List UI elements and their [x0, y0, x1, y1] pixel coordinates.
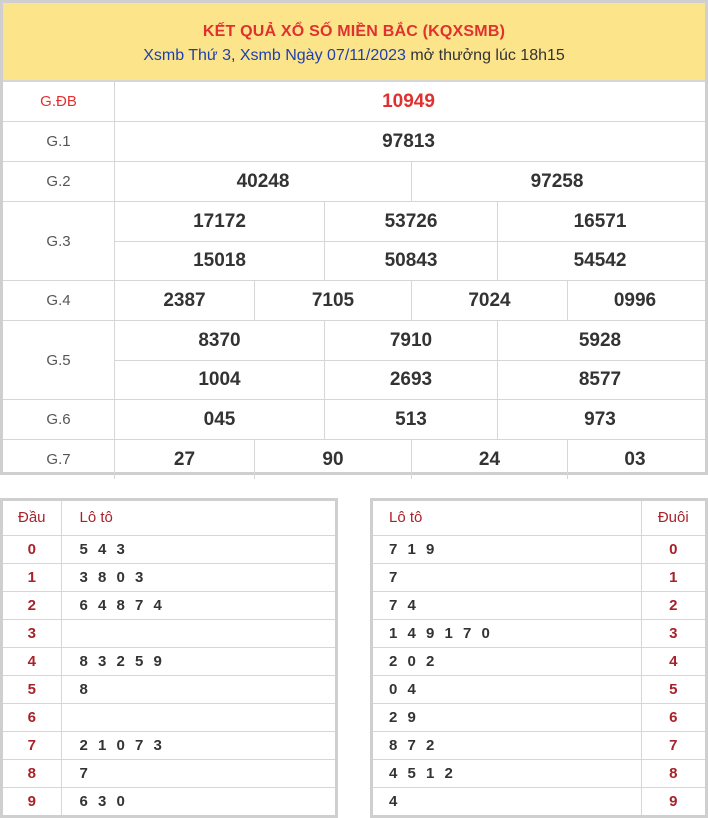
loto-values: 7 — [61, 759, 335, 787]
prize-row-g6 — [3, 399, 705, 439]
tail-digit: 5 — [641, 675, 705, 703]
tail-digit: 4 — [641, 647, 705, 675]
prize-number: 8370 — [198, 329, 241, 351]
prize-number: 973 — [497, 400, 702, 439]
tail-digit: 6 — [641, 703, 705, 731]
loto-values: 7 — [373, 563, 641, 591]
loto-values: 8 7 2 — [373, 731, 641, 759]
prize-number: 16571 — [497, 202, 702, 241]
table-row — [3, 619, 335, 647]
tail-digit: 1 — [641, 563, 705, 591]
prize-number: 15018 — [193, 250, 246, 271]
table-row — [373, 619, 705, 647]
head-digit: 8 — [3, 759, 61, 787]
loto-values: 8 3 2 5 9 — [61, 647, 335, 675]
prize-label-special: G.ĐB — [3, 82, 115, 121]
prize-label-g2: G.2 — [3, 162, 115, 201]
draw-time-text: mở thưởng lúc 18h15 — [405, 47, 565, 64]
col-header-loto: Lô tô — [61, 501, 335, 535]
table-row — [3, 563, 335, 591]
table-row — [373, 787, 705, 815]
prize-number: 7024 — [411, 281, 567, 320]
table-row — [3, 731, 335, 759]
loto-values: 5 4 3 — [61, 535, 335, 563]
loto-values: 4 — [389, 792, 401, 810]
prize-number: 2693 — [324, 361, 497, 399]
head-digit: 4 — [3, 647, 61, 675]
tail-digit: 2 — [641, 591, 705, 619]
table-row — [373, 731, 705, 759]
prize-row-special — [3, 81, 705, 121]
prize-number: 54542 — [497, 242, 702, 280]
draw-info — [3, 47, 705, 65]
prize-label-g6: G.6 — [3, 400, 115, 439]
link-date[interactable]: Xsmb Ngày 07/11/2023 — [239, 47, 406, 64]
col-header-loto: Lô tô — [373, 501, 641, 535]
prize-number: 40248 — [236, 170, 290, 192]
prize-number: 8577 — [497, 361, 702, 399]
prize-number: 17172 — [193, 210, 246, 232]
prize-number: 7105 — [254, 281, 411, 320]
prize-number: 7910 — [324, 321, 497, 360]
table-row — [3, 591, 335, 619]
loto-values: 2 1 0 7 3 — [61, 731, 335, 759]
table-row — [3, 759, 335, 787]
loto-head-table — [0, 498, 338, 818]
loto-values: 1 4 9 1 7 0 — [373, 619, 641, 647]
prize-label-g1: G.1 — [3, 122, 115, 161]
loto-values: 6 3 0 — [79, 792, 128, 810]
prize-number: 045 — [203, 408, 236, 430]
table-row — [3, 787, 335, 815]
tail-digit: 9 — [641, 787, 705, 815]
tail-digit: 3 — [641, 619, 705, 647]
prize-number: 97258 — [411, 162, 702, 201]
prize-number: 97813 — [382, 130, 435, 152]
results-header — [3, 3, 705, 81]
prize-row-g5 — [3, 320, 705, 399]
prize-row-g7 — [3, 439, 705, 479]
loto-values — [61, 619, 335, 647]
prize-row-g1 — [3, 121, 705, 161]
col-header-head: Đầu — [3, 501, 61, 535]
prize-label-g3: G.3 — [3, 202, 115, 280]
head-digit: 2 — [3, 591, 61, 619]
prize-row-g4 — [3, 280, 705, 320]
head-digit: 3 — [3, 619, 61, 647]
table-row — [373, 759, 705, 787]
table-row — [373, 647, 705, 675]
table-row — [3, 535, 335, 563]
table-row — [373, 703, 705, 731]
prize-number: 90 — [254, 440, 411, 479]
prize-number: 5928 — [497, 321, 702, 360]
loto-values: 6 4 8 7 4 — [61, 591, 335, 619]
head-digit: 1 — [3, 563, 61, 591]
loto-values — [61, 703, 335, 731]
prize-number: 24 — [411, 440, 567, 479]
prize-number: 50843 — [324, 242, 497, 280]
prize-number: 2387 — [163, 289, 206, 311]
prize-number: 0996 — [567, 281, 702, 320]
prize-number: 10949 — [382, 90, 435, 112]
prize-number: 27 — [173, 448, 196, 470]
prize-number: 513 — [324, 400, 497, 439]
head-digit: 6 — [3, 703, 61, 731]
page-title: KẾT QUẢ XỔ SỐ MIỀN BẮC (KQXSMB) — [202, 23, 506, 40]
prize-label-g4: G.4 — [3, 281, 115, 320]
loto-values: 3 8 0 3 — [61, 563, 335, 591]
col-header-tail: Đuôi — [641, 501, 705, 535]
table-row — [373, 563, 705, 591]
table-row — [373, 591, 705, 619]
table-row — [3, 647, 335, 675]
loto-values: 8 — [61, 675, 335, 703]
prize-number: 03 — [567, 440, 702, 479]
loto-tail-table — [370, 498, 708, 818]
table-row — [3, 703, 335, 731]
prize-row-g2 — [3, 161, 705, 201]
prize-number: 1004 — [198, 369, 241, 390]
loto-values: 4 5 1 2 — [373, 759, 641, 787]
head-digit: 7 — [3, 731, 61, 759]
head-digit: 9 — [3, 787, 61, 815]
table-row — [373, 535, 705, 563]
loto-values: 7 1 9 — [373, 535, 641, 563]
prize-label-g5: G.5 — [3, 321, 115, 399]
prize-label-g7: G.7 — [3, 440, 115, 479]
loto-values: 2 9 — [373, 703, 641, 731]
table-row — [373, 675, 705, 703]
tail-digit: 8 — [641, 759, 705, 787]
tail-digit: 7 — [641, 731, 705, 759]
head-digit: 0 — [3, 535, 61, 563]
head-digit: 5 — [3, 675, 61, 703]
table-row — [3, 675, 335, 703]
draw-info-separator: , — [230, 47, 240, 64]
link-weekday[interactable]: Xsmb Thứ 3 — [143, 47, 231, 64]
prize-number: 53726 — [324, 202, 497, 241]
loto-values: 2 0 2 — [373, 647, 641, 675]
loto-values: 0 4 — [373, 675, 641, 703]
loto-values: 7 4 — [373, 591, 641, 619]
tail-digit: 0 — [641, 535, 705, 563]
prize-row-g3 — [3, 201, 705, 280]
